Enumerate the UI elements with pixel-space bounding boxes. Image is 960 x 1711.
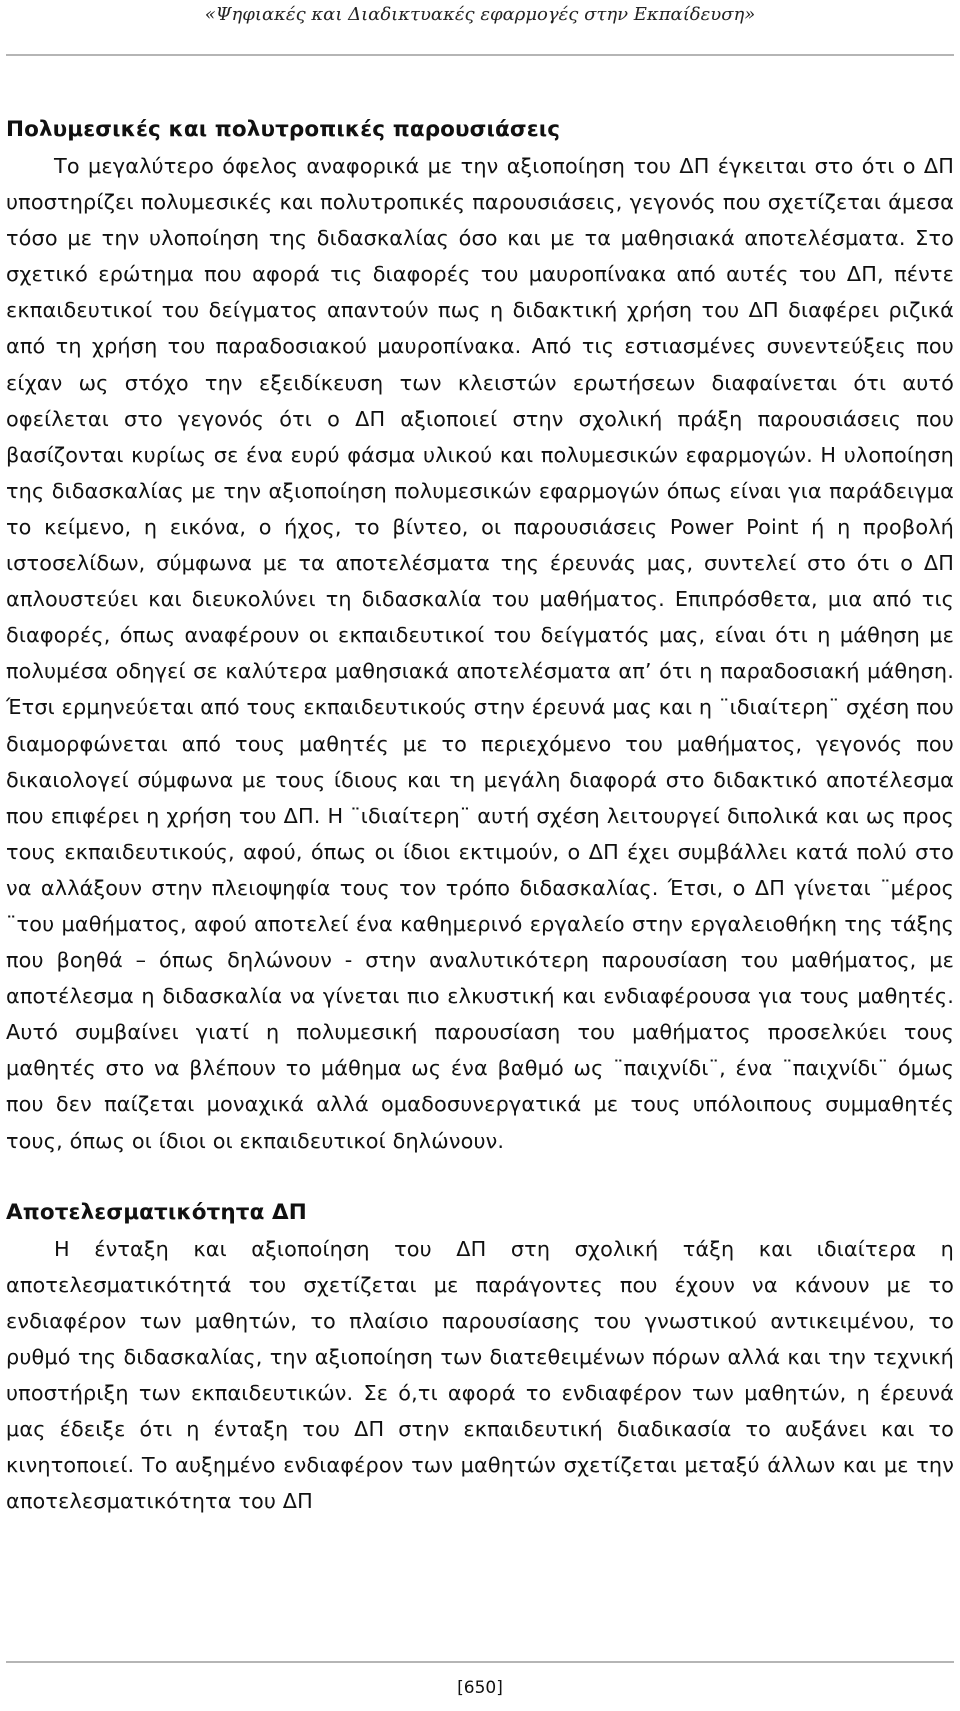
section-spacer	[6, 1159, 954, 1195]
section-body-effectiveness: Η ένταξη και αξιοποίηση του ΔΠ στη σχολική τάξη και ιδιαίτερα η αποτελεσματικότητά του σχετίζεται με παράγοντες που έχουν να κάνουν με το ενδιαφέρον των μαθητών, το πλαίσιο παρουσίασης του γνωστικού αντικειμένου, το ρυθμό της διδασκαλίας, την αξιοποίηση των διατεθειμένων πόρων αλλά και την τεχνική υποστήριξη των εκπαιδευτικών. Σε ό,τι αφορά το ενδιαφέρον των μαθητών, η έρευνά μας έδειξε ότι η ένταξη του ΔΠ στην εκπαιδευτική διαδικασία το αυξάνει και το κινητοποιεί. Το αυξημένο ενδιαφέρον των μαθητών σχετίζεται μεταξύ άλλων και με την αποτελεσματικότητα του ΔΠ	[6, 1236, 954, 1514]
section-heading-effectiveness: Αποτελεσματικότητα ΔΠ	[6, 1199, 307, 1225]
footer-divider	[6, 1661, 954, 1663]
page-number: [650]	[457, 1678, 503, 1698]
section-heading-multimedia: Πολυμεσικές και πολυτροπικές παρουσιάσεις	[6, 117, 561, 142]
running-header: «Ψηφιακές και Διαδικτυακές εφαρμογές στην Εκπαίδευση»	[204, 4, 756, 25]
section-body-multimedia: Το μεγαλύτερο όφελος αναφορικά με την αξιοποίηση του ΔΠ έγκειται στο ότι ο ΔΠ υποστηρίζει πολυμεσικές και πολυτροπικές παρουσιάσεις, γεγονός που σχετίζεται άμεσα τόσο με την υλοποίηση της διδασκαλίας όσο και με τα μαθησιακά αποτελέσματα. Στο σχετικό ερώτημα που αφορά τις διαφορές του μαυροπίνακα από αυτές του ΔΠ, πέντε εκπαιδευτικοί του δείγματος απαντούν πως η διδακτική χρήση του ΔΠ διαφέρει ριζικά από τη χρήση του παραδοσιακού μαυροπίνακα. Από τις εστιασμένες συνεντεύξεις που είχαν ως στόχο την εξειδίκευση των κλειστών ερωτήσεων διαφαίνεται ότι αυτό οφείλεται στο γεγονός ότι ο ΔΠ αξιοποιεί στην σχολική πράξη παρουσιάσεις που βασίζονται κυρίως σε ένα ευρύ φάσμα υλικού και πολυμεσικών εφαρμογών. Η υλοποίηση της διδασκαλίας με την αξιοποίηση πολυμεσικών εφαρμογών όπως είναι για παράδειγμα το κείμενο, η εικόνα, ο ήχος, το βίντεο, οι παρουσιάσεις Power Point ή η προβολή ιστοσελίδων, σύμφωνα με τα αποτελέσματα της έρευνάς μας, συντελεί στο ότι ο ΔΠ απλουστεύει και διευκολύνει τη διδασκαλία του μαθήματος. Επιπρόσθετα, μια από τις διαφορές, όπως αναφέρουν οι εκπαιδευτικοί του δείγματός μας, είναι ότι η μάθηση με πολυμέσα οδηγεί σε καλύτερα μαθησιακά αποτελέσματα απ’ ότι η παραδοσιακή μάθηση. Έτσι ερμηνεύεται από τους εκπαιδευτικούς στην έρευνά μας και η ¨ιδιαίτερη¨ σχέση που διαμορφώνεται από τους μαθητές με το περιεχόμενο του μαθήματος, γεγονός που δικαιολογεί σύμφωνα με τους ίδιους και τη μεγάλη διαφορά στο διδακτικό αποτέλεσμα που επιφέρει η χρήση του ΔΠ. Η ¨ιδιαίτερη¨ αυτή σχέση λειτουργεί διπολικά και ως προς τους εκπαιδευτικούς, αφού, όπως οι ίδιοι εκτιμούν, ο ΔΠ έχει συμβάλλει κατά πολύ στο να αλλάξουν στην πλειοψηφία τους τον τρόπο διδασκαλίας. Έτσι, ο ΔΠ γίνεται ¨μέρος ¨του μαθήματος, αφού αποτελεί ένα καθημερινό εργαλείο στην εργαλειοθήκη της τάξης που βοηθά – όπως δηλώνουν - στην αναλυτικότερη παρουσίαση του μαθήματος, με αποτέλεσμα η διδασκαλία να γίνεται πιο ελκυστική και ενδιαφέρουσα για τους μαθητές. Αυτό συμβαίνει γιατί η πολυμεσική παρουσίαση του μαθήματος προσελκύει τους μαθητές στο να βλέπουν το μάθημα ως ένα βαθμό ως ¨παιχνίδι¨, ένα ¨παιχνίδι¨ όμως που δεν παίζεται μοναχικά αλλά ομαδοσυνεργατικά με τους υπόλοιπους συμμαθητές τους, όπως οι ίδιοι οι εκπαιδευτικοί δηλώνουν.	[6, 154, 954, 1153]
header-divider	[6, 54, 954, 56]
page-content	[6, 112, 954, 1519]
